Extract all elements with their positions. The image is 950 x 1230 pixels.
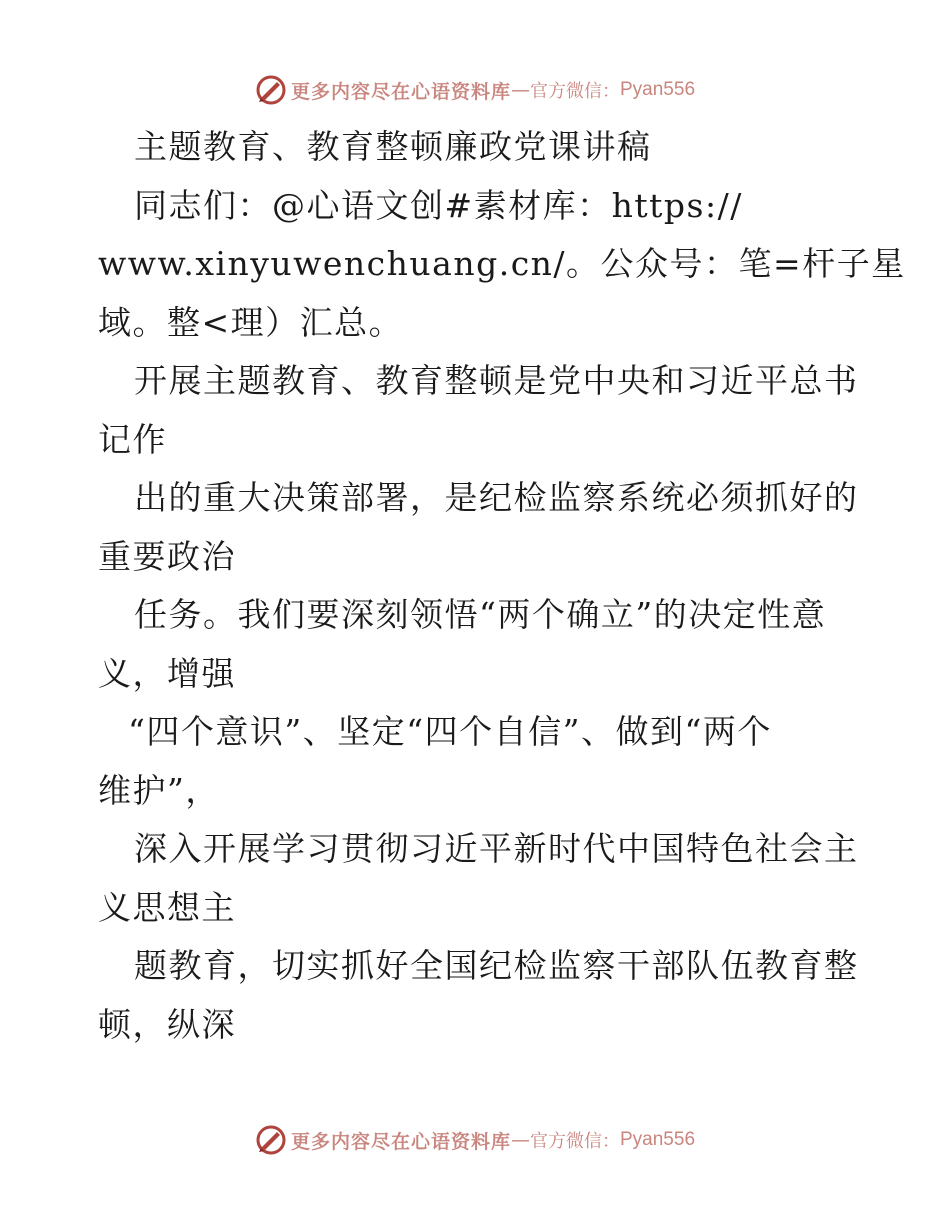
- body-line: 任务。我们要深刻领悟“两个确立”的决定性意: [134, 595, 827, 634]
- header-watermark: [0, 70, 950, 110]
- document-title: 主题教育、教育整顿廉政党课讲稿: [134, 127, 652, 166]
- watermark-wechat-label: 官方微信：: [530, 1131, 620, 1152]
- watermark-wechat-label: 官方微信：: [530, 81, 620, 102]
- body-line: 题教育，切实抓好全国纪检监察干部队伍教育整: [134, 946, 859, 985]
- body-line: 域。整<理）汇总。: [98, 302, 404, 342]
- body-line: 维护”，: [98, 770, 220, 810]
- watermark-text: 更多内容尽在心语资料库: [290, 1130, 511, 1153]
- body-line: 开展主题教育、教育整顿是党中央和习近平总书: [134, 361, 859, 400]
- body-line: 出的重大决策部署，是纪检监察系统必须抓好的: [134, 478, 859, 517]
- body-line: www.xinyuwenchuang.cn/。公众号：笔=杆子星: [98, 244, 906, 283]
- watermark-dash: —: [511, 1129, 530, 1151]
- body-line: “四个意识”、坚定“四个自信”、做到“两个: [128, 712, 772, 751]
- body-line: 重要政治: [98, 536, 236, 576]
- watermark-wechat-id: Pyan556: [620, 79, 696, 100]
- body-line: 同志们：@心语文创#素材库：https://: [134, 185, 743, 225]
- document-body: [98, 118, 906, 1054]
- watermark-text: 更多内容尽在心语资料库: [290, 80, 511, 103]
- watermark-dash: —: [511, 79, 530, 101]
- footer-watermark: [0, 1120, 950, 1160]
- watermark-wechat-id: Pyan556: [620, 1129, 696, 1150]
- pen-logo-icon: [255, 74, 287, 106]
- body-line: 义，增强: [98, 653, 236, 693]
- body-line: 义思想主: [98, 887, 236, 927]
- pen-logo-icon: [255, 1124, 287, 1156]
- body-line: 记作: [98, 419, 167, 459]
- body-line: 深入开展学习贯彻习近平新时代中国特色社会主: [134, 829, 859, 868]
- body-line: 顿，纵深: [98, 1004, 236, 1044]
